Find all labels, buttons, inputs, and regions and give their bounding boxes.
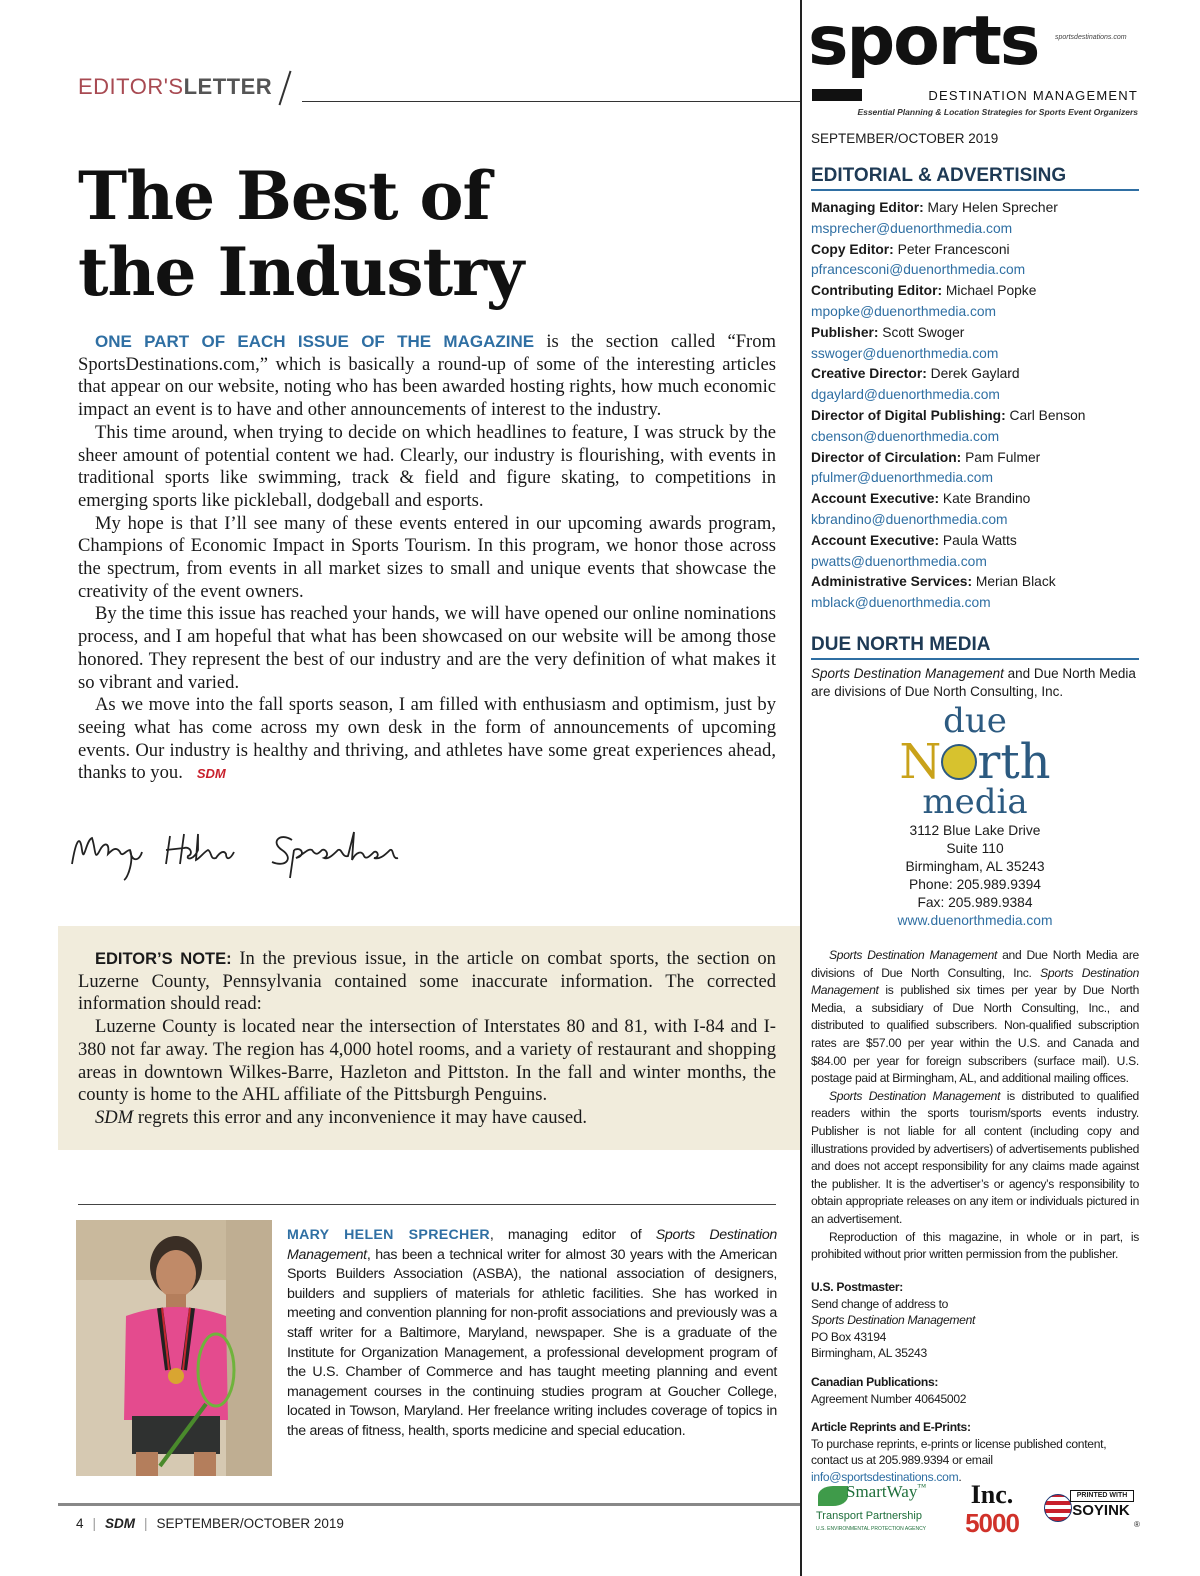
due-north-logo: due N rth media: [899, 701, 1051, 822]
staff-email[interactable]: mblack@duenorthmedia.com: [811, 595, 991, 611]
dnm-description: Sports Destination Management and Due North Media are divisions of Due North Consulting, Inc.: [811, 666, 1136, 699]
reprints-block: Article Reprints and E-Prints: To purchase reprints, e-prints or license published content, contact us at 205.989.9394 or email info@sportsdestinations.com.: [811, 1420, 1107, 1484]
end-mark: SDM: [196, 766, 226, 782]
article-body: [78, 331, 776, 786]
postmaster-block: U.S. Postmaster: Send change of address to Sports Destination Management PO Box 43194 Birmingham, AL 35243: [811, 1280, 976, 1361]
inc5000-badge: Inc. 5000: [965, 1480, 1019, 1538]
dnm-heading: DUE NORTH MEDIA: [811, 634, 1139, 660]
reprints-email-link[interactable]: info@sportsdestinations.com: [811, 1469, 959, 1484]
flag-icon: [1044, 1494, 1072, 1522]
footer-issue: SEPTEMBER/OCTOBER 2019: [156, 1516, 344, 1531]
article-paragraph: As we move into the fall sports season, I am filled with enthusiasm and optimism, just by seeing what has come across my own desk in the form of announcements of upcoming events. Our industry is healthy and thriving, and athletes have some great experiences ahead, thanks to you. SDM: [78, 694, 776, 784]
editorial-heading: EDITORIAL & ADVERTISING: [811, 165, 1139, 191]
canadian-block: Canadian Publications: Agreement Number 40645002: [811, 1375, 967, 1406]
logo-tagline: Essential Planning & Location Strategies for Sports Event Organizers: [857, 107, 1138, 117]
page-number: 4: [76, 1516, 84, 1531]
website-link[interactable]: www.duenorthmedia.com: [897, 913, 1053, 928]
staff-email[interactable]: sswoger@duenorthmedia.com: [811, 345, 999, 361]
staff-entry: Managing Editor: Mary Helen Sprecher msprecher@duenorthmedia.com: [811, 198, 1139, 240]
staff-entry: Administrative Services: Merian Black mblack@duenorthmedia.com: [811, 572, 1139, 614]
staff-entry: Publisher: Scott Swoger sswoger@duenorthmedia.com: [811, 323, 1139, 365]
staff-email[interactable]: dgaylard@duenorthmedia.com: [811, 387, 1000, 403]
compass-icon: [941, 744, 977, 780]
signature: [66, 820, 466, 882]
staff-email[interactable]: mpopke@duenorthmedia.com: [811, 303, 997, 319]
staff-email[interactable]: pwatts@duenorthmedia.com: [811, 553, 987, 569]
partner-badges: [812, 1480, 1140, 1550]
staff-entry: Contributing Editor: Michael Popke mpopke@duenorthmedia.com: [811, 281, 1139, 323]
author-name: MARY HELEN SPRECHER: [287, 1227, 490, 1243]
author-photo: [76, 1220, 272, 1476]
article-paragraph: ONE PART OF EACH ISSUE OF THE MAGAZINE is the section called “From SportsDestinations.com,” which is basically a round-up of some of the interesting articles that appear on our website, noting who has been awarded hosting rights, how much economic impact an event is to have and other announcements of interest to the industry.: [78, 331, 776, 421]
staff-email[interactable]: pfulmer@duenorthmedia.com: [811, 470, 993, 486]
staff-list: [811, 198, 1139, 614]
soy-ink-badge: PRINTED WITH SOYINK ®: [1044, 1490, 1136, 1540]
header-rule: [302, 101, 800, 102]
staff-entry: Creative Director: Derek Gaylard dgaylard@duenorthmedia.com: [811, 364, 1139, 406]
dnm-address: 3112 Blue Lake Drive Suite 110 Birmingham, AL 35243 Phone: 205.989.9394 Fax: 205.989.9384 www.duenorthmedia.com: [811, 822, 1139, 930]
smartway-badge: SmartWay™ Transport Partnership U.S. ENVIRONMENTAL PROTECTION AGENCY: [816, 1482, 927, 1532]
footer-rule: [58, 1503, 800, 1506]
header-slash: [278, 71, 291, 106]
editors-note: EDITOR’S NOTE: In the previous issue, in the article on combat sports, the section on Luzerne County, Pennsylvania contained some inaccurate information. The corrected information should read: Luzerne County is located near the intersection of Interstates 80 and 81, with I-84 and I-380 not far away. The region has 4,000 hotel rooms, and a variety of restaurant and shopping areas in downtown Wilkes-Barre, Hazleton and Pittston. In the fall and winter months, the county is home to the AHL affiliate of the Pittsburgh Penguins. SDM regrets this error and any inconvenience it may have caused.: [78, 948, 776, 1128]
article-paragraph: This time around, when trying to decide on which headlines to feature, I was struck by the sheer amount of potential content we had. Clearly, our industry is flourishing, with events in traditional sports like swimming, track & field and figure skating, to competitions in emerging sports like pickleball, dodgeball and esports.: [78, 421, 776, 511]
sports-logo: sports: [808, 2, 1039, 81]
section-label: EDITOR'SLETTER: [78, 74, 273, 99]
staff-entry: Director of Digital Publishing: Carl Benson cbenson@duenorthmedia.com: [811, 406, 1139, 448]
editors-note-label: EDITOR’S NOTE:: [95, 950, 232, 968]
page-footer: 4 | SDM | SEPTEMBER/OCTOBER 2019: [76, 1516, 344, 1531]
bio-rule: [78, 1204, 776, 1205]
column-divider: [800, 0, 802, 1576]
smartway-leaf-icon: [818, 1486, 848, 1506]
article-paragraph: By the time this issue has reached your hands, we will have opened our online nominations process, and I am hopeful that what has been showcased on our website will be among those honored. They represent the best of our industry and are the very definition of what makes it so vibrant and varied.: [78, 603, 776, 693]
lead-in: ONE PART OF EACH ISSUE OF THE MAGAZINE: [95, 332, 535, 351]
logo-url: sportsdestinations.com: [1055, 34, 1127, 41]
logo-subtitle: DESTINATION MANAGEMENT: [928, 88, 1138, 103]
staff-entry: Account Executive: Paula Watts pwatts@duenorthmedia.com: [811, 531, 1139, 573]
staff-email[interactable]: msprecher@duenorthmedia.com: [811, 220, 1013, 236]
footer-mag: SDM: [105, 1516, 136, 1531]
staff-entry: Director of Circulation: Pam Fulmer pfulmer@duenorthmedia.com: [811, 448, 1139, 490]
staff-email[interactable]: cbenson@duenorthmedia.com: [811, 428, 1000, 444]
legal-text: Sports Destination Management and Due North Media are divisions of Due North Consulting, Inc. Sports Destination Management is published six times per year by Due North Media, a subsidiary of Due North Consulting, Inc., and distributed to qualified subscribers. Non-qualified subscription rates are $57.00 per year within the U.S. and Canada and $84.00 per year for foreign subscribers (surface mail). U.S. postage paid at Birmingham, AL, and additional mailing offices. Sports Destination Management is distributed to qualified readers within the sports tourism/sports events industry. Publisher is not liable for all content (including copy and illustrations provided by advertisers) of advertisements published and does not accept responsibility for any claims made against the publisher. It is the advertiser’s or agency’s responsibility to obtain appropriate releases on any item or individuals pictured in an advertisement. Reproduction of this magazine, in whole or in part, is prohibited without prior written permission from the publisher.: [811, 948, 1139, 1262]
author-bio: MARY HELEN SPRECHER, managing editor of Sports Destination Management, has been a technical writer for almost 30 years with the American Sports Builders Association (ASBA), the national association of designers, builders and suppliers of materials for athletic facilities. She has worked in meeting and convention planning for non-profit associations and previously was a staff writer for a Baltimore, Maryland, newspaper. She is a graduate of the Institute for Organization Management, a professional development program of the U.S. Chamber of Commerce and has taught meeting planning and event management courses in the continuing studies program at Goucher College, located in Towson, Maryland. Her freelance writing includes coverage of topics in the areas of fitness, health, sports medicine and special education.: [287, 1227, 777, 1439]
staff-email[interactable]: pfrancesconi@duenorthmedia.com: [811, 262, 1026, 278]
article-title: The Best of the Industry: [78, 157, 524, 311]
article-paragraph: My hope is that I’ll see many of these events entered in our upcoming awards program, Champions of Economic Impact in Sports Tourism. In this program, we honor those across the spectrum, from events in all market sizes to small and unique events that showcase the creativity of the event owners.: [78, 512, 776, 602]
staff-entry: Account Executive: Kate Brandino kbrandino@duenorthmedia.com: [811, 489, 1139, 531]
staff-entry: Copy Editor: Peter Francesconi pfrancesconi@duenorthmedia.com: [811, 240, 1139, 282]
sidebar-issue: SEPTEMBER/OCTOBER 2019: [811, 131, 999, 146]
staff-email[interactable]: kbrandino@duenorthmedia.com: [811, 511, 1008, 527]
logo-bar: [812, 89, 862, 101]
